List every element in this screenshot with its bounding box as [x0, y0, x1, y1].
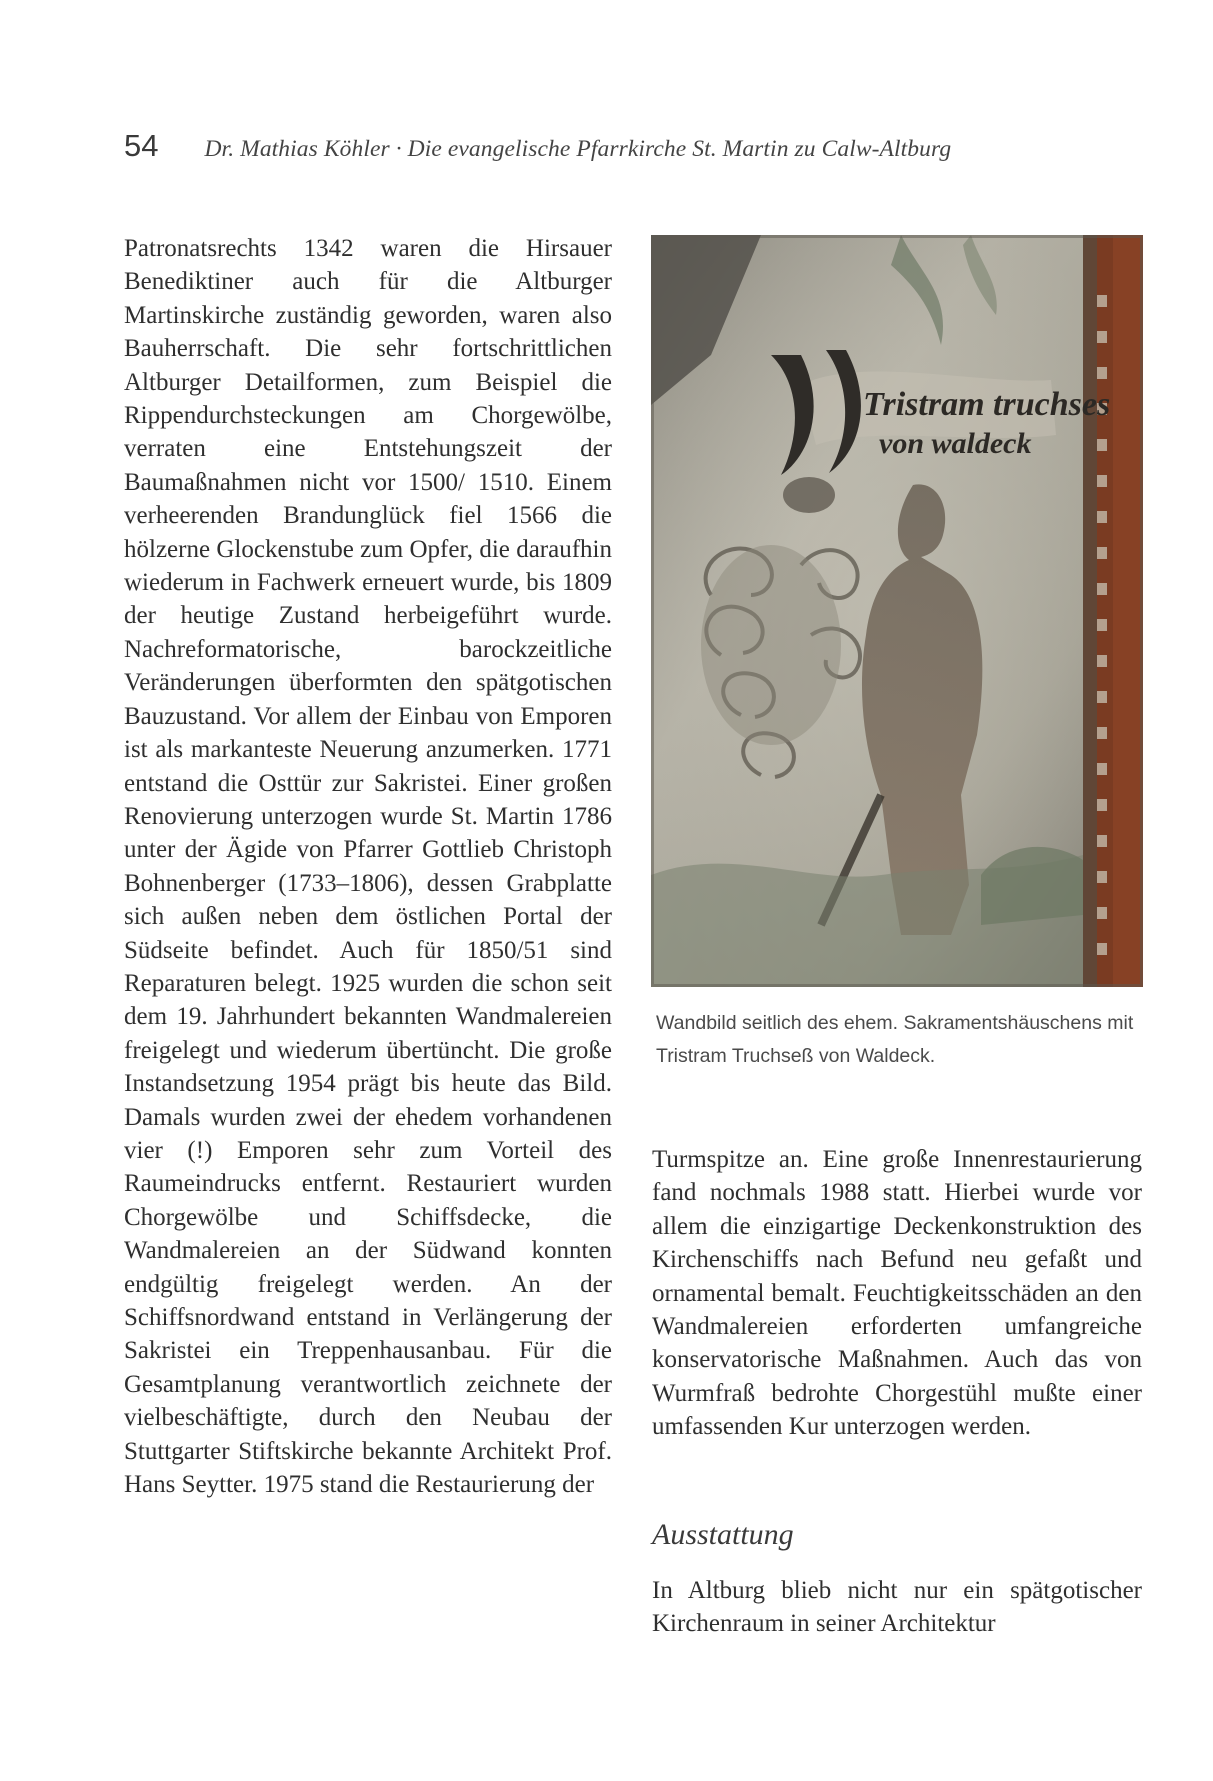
page-number: 54	[124, 128, 159, 163]
running-header	[124, 128, 1084, 168]
inscription-line1: Tristram truchses	[863, 386, 1111, 423]
body-paragraph-left: Patronatsrechts 1342 waren die Hirsauer Benediktiner auch für die Altburger Martinskirche zuständig geworden, waren also Bauherrschaft. Die sehr fortschrittlichen Altburger Detailformen, zum Beispiel die Rippendurchsteckungen am Chorgewölbe, verraten eine Entstehungszeit der Baumaßnahmen nicht vor 1500/ 1510. Einem verheerenden Brandunglück fiel 1566 die hölzerne Glockenstube zum Opfer, die daraufhin wiederum in Fachwerk erneuert wurde, bis 1809 der heutige Zustand herbeigeführt wurde. Nachreformatorische, barockzeitliche Veränderungen überformten den spätgotischen Bauzustand. Vor allem der Einbau von Emporen ist als markanteste Neuerung anzumerken. 1771 entstand die Osttür zur Sakristei. Einer großen Renovierung unterzogen wurde St. Martin 1786 unter der Ägide von Pfarrer Gottlieb Christoph Bohnenberger (1733–1806), dessen Grabplatte sich außen neben dem östlichen Portal der Südseite befindet. Auch für 1850/51 sind Reparaturen belegt. 1925 wurden die schon seit dem 19. Jahrhundert bekannten Wandmalereien freigelegt und wiederum übertüncht. Die große Instandsetzung 1954 prägt bis heute das Bild. Damals wurden zwei der ehedem vorhandenen vier (!) Emporen sehr zum Vorteil des Raumeindrucks entfernt. Restauriert wurden Chorgewölbe und Schiffsdecke, die Wandmalereien an der Südwand konnten endgültig freigelegt werden. An der Schiffsnordwand entstand in Verlängerung der Sakristei ein Treppenhausanbau. Für die Gesamtplanung verantwortlich zeichnete der vielbeschäftigte, durch den Neubau der Stuttgarter Stiftskirche bekannte Architekt Prof. Hans Seytter. 1975 stand die Restaurierung der	[124, 235, 612, 1499]
inscription-line2: von waldeck	[879, 427, 1032, 460]
figure-caption: Wandbild seitlich des ehem. Sakramentshäuschens mit Tristram Truchseß von Waldeck.	[656, 1012, 1134, 1067]
mural-photograph	[651, 235, 1143, 987]
body-paragraph-right-bottom: In Altburg blieb nicht nur ein spätgotischer Kirchenraum in seiner Architektur	[652, 1577, 1142, 1638]
right-column-lower	[652, 1574, 1142, 1641]
right-column-upper	[652, 1143, 1142, 1444]
body-paragraph-right-top: Turmspitze an. Eine große Innenrestaurierung fand nochmals 1988 statt. Hierbei wurde vor allem die einzigartige Deckenkonstruktion des Kirchenschiffs nach Befund neu gefaßt und ornamental bemalt. Feuchtigkeitsschäden an den Wandmalereien erforderten umfangreiche konservatorische Maßnahmen. Auch das von Wurmfraß bedrohte Chorgestühl mußte einer umfassenden Kur unterzogen werden.	[652, 1146, 1142, 1441]
left-column	[124, 232, 612, 1501]
mural-illustration	[651, 235, 1143, 987]
section-heading: Ausstattung	[652, 1518, 794, 1551]
running-title: Dr. Mathias Köhler · Die evangelische Pfarrkirche St. Martin zu Calw-Altburg	[204, 136, 952, 162]
